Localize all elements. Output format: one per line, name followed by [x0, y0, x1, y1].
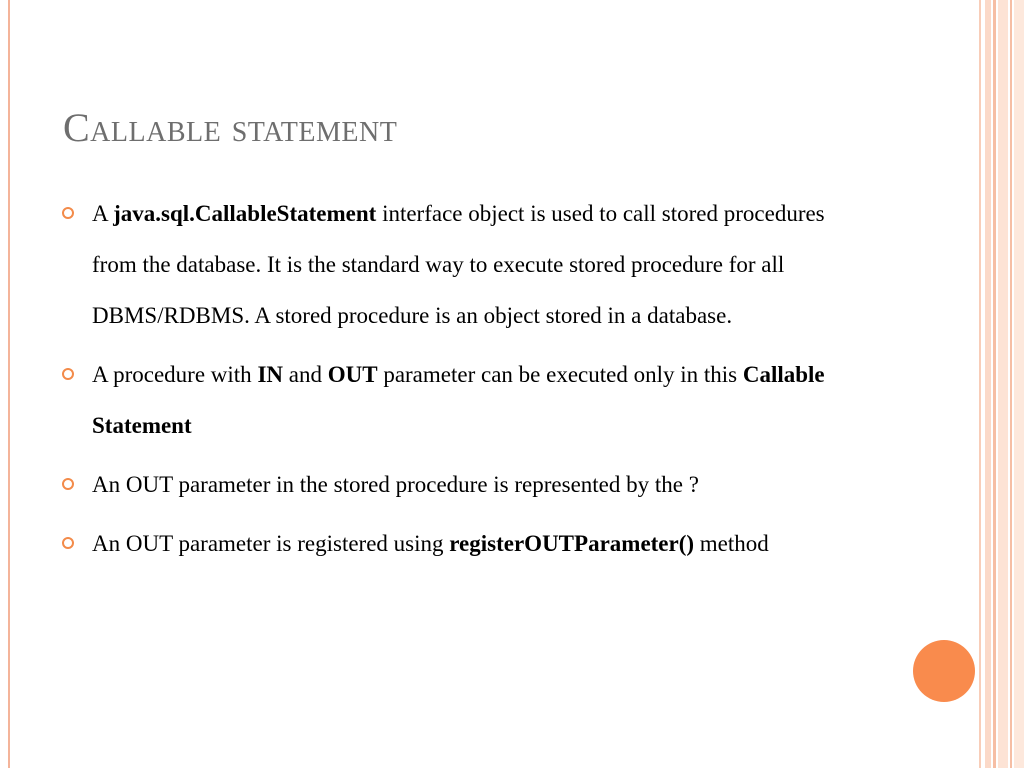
- bullet-text-segment: interface object is used to call stored procedures from the database. It is the standard way to execute stored procedure for all DBMS/RDBMS. A stored procedure is an object stored in a database.: [92, 201, 825, 328]
- bullet-item: [62, 518, 862, 569]
- bullet-text-bold: registerOUTParameter(): [449, 531, 695, 556]
- bullet-item: [62, 459, 862, 510]
- bullet-item: [62, 188, 862, 341]
- decorative-stripe: [985, 0, 991, 768]
- bullet-text-segment: A: [92, 201, 114, 226]
- bullet-marker-icon: [62, 368, 74, 380]
- decorative-stripe: [1010, 0, 1012, 768]
- left-border-line: [8, 0, 10, 768]
- slide-title: Callable statement: [63, 105, 398, 150]
- bullet-text-bold: java.sql.CallableStatement: [113, 201, 377, 226]
- bullet-text-segment: An OUT parameter in the stored procedure is represented by the ?: [92, 472, 699, 497]
- bullet-text-bold: IN: [257, 362, 283, 387]
- bullet-item: [62, 349, 862, 451]
- bullet-text-segment: An OUT parameter is registered using: [92, 531, 450, 556]
- bullet-text-segment: A procedure with: [92, 362, 258, 387]
- bullet-marker-icon: [62, 207, 74, 219]
- bullet-text-segment: method: [694, 531, 769, 556]
- decorative-stripe: [979, 0, 981, 768]
- bullet-marker-icon: [62, 537, 74, 549]
- decorative-stripe: [1014, 0, 1024, 768]
- decorative-circle: [913, 640, 975, 702]
- bullet-text-segment: and: [283, 362, 328, 387]
- bullet-text-bold: OUT: [327, 362, 378, 387]
- decorative-stripe: [998, 0, 1008, 768]
- bullet-marker-icon: [62, 478, 74, 490]
- bullet-text-bold: Callable Statement: [92, 362, 825, 438]
- bullet-list: [62, 188, 862, 577]
- bullet-text-segment: parameter can be executed only in this: [377, 362, 743, 387]
- decorative-stripe: [993, 0, 996, 768]
